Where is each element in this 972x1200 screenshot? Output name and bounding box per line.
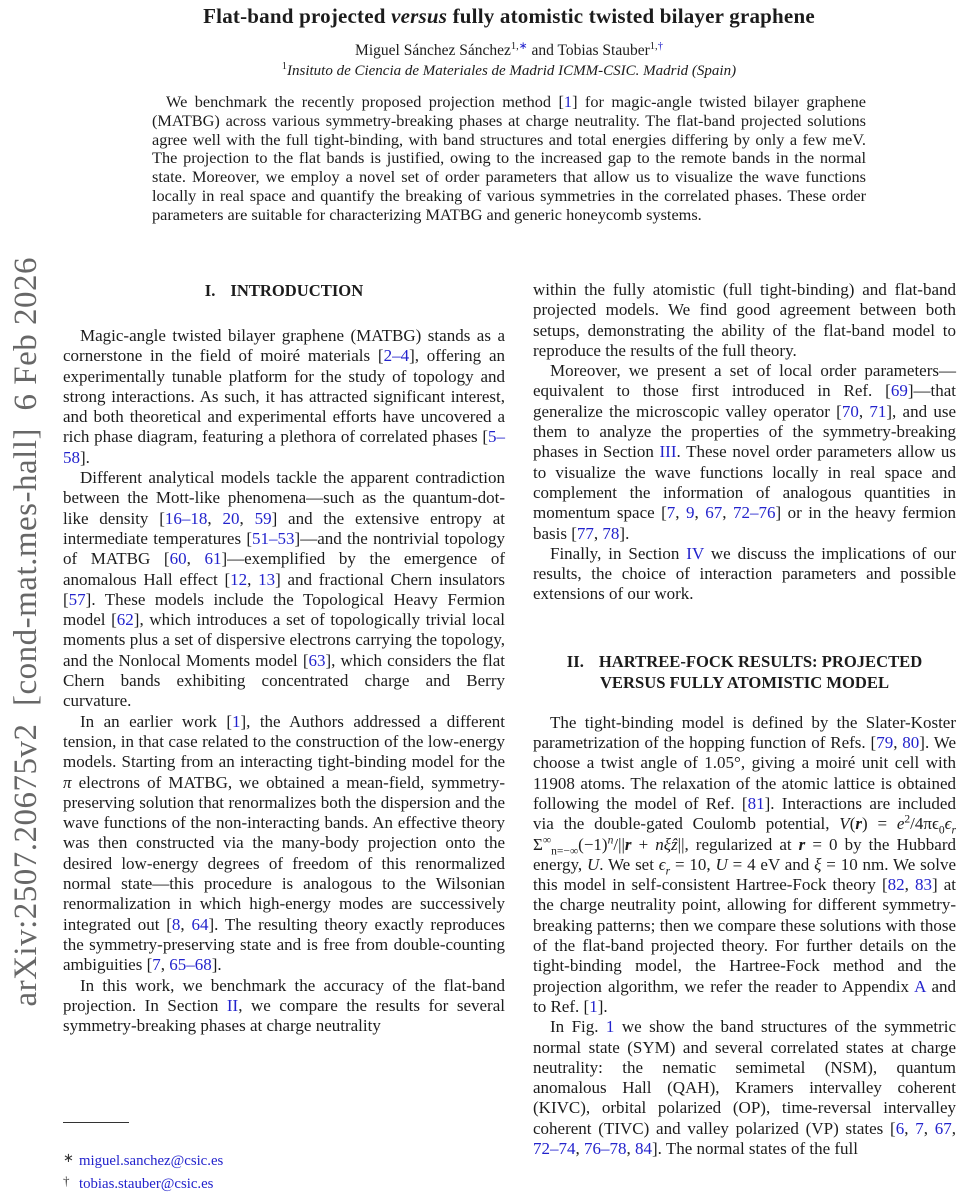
text-segment: versus [391, 4, 448, 28]
text-segment: ]. The normal states of the full [652, 1138, 858, 1158]
email-link[interactable]: miguel.sanchez@csic.es [79, 1153, 224, 1169]
email-link[interactable]: tobias.stauber@csic.es [79, 1175, 214, 1192]
text-segment: , [247, 569, 259, 589]
citation-link[interactable]: 20 [222, 508, 240, 528]
text-segment: , [923, 1118, 935, 1138]
text-segment: + [631, 834, 656, 854]
text-segment: we discuss the implications of our results, the choice of interaction parameters and possible extensions of our work. [533, 543, 956, 604]
paragraph [533, 1017, 956, 1159]
text-segment: ( [849, 814, 856, 834]
text-segment: and Tobias Stauber [527, 42, 650, 59]
text-segment: and to Ref. [ [533, 976, 957, 1016]
citation-link[interactable]: 78 [602, 523, 620, 543]
text-segment: , [207, 508, 223, 528]
text-segment: ] and fractional Chern insulators [ [63, 569, 505, 609]
citation-link[interactable]: 67 [705, 503, 723, 523]
citation-link[interactable]: 76–78 [584, 1138, 627, 1158]
text-segment: In an earlier work [ [80, 711, 232, 731]
text-segment: Flat-band projected [203, 4, 392, 28]
section-number: II. [566, 651, 584, 671]
text-segment: ]—and the nontrivial topology of MATBG [ [63, 528, 505, 569]
citation-link[interactable]: 5–58 [63, 427, 505, 467]
citation-link[interactable]: 77 [576, 523, 594, 543]
text-segment: ], which introduces a set of topologically trivial local moments plus a set of dispersive electrons carrying the topology, and the Nonlocal Moments model [ [63, 610, 505, 670]
text-segment: we show the band structures of the symmetric normal state (SYM) and several correlated states at charge neutrality: the nematic semimetal (NSM), quantum anomalous Hall (QAH), Kramers intervalley coherent (KIVC), orbital polarized (OP), time-reversal intervalley coherent (TIVC) and valley polarized (VP) states [ [533, 1017, 957, 1138]
paragraph [533, 713, 956, 1017]
footnote-rule [63, 1122, 129, 1123]
citation-link[interactable]: 7 [152, 955, 161, 975]
citation-link[interactable]: 71 [869, 401, 887, 421]
text-segment: Miguel Sánchez Sánchez [355, 42, 511, 59]
text-segment: = 4 eV and [727, 854, 815, 874]
citation-link[interactable]: 12 [230, 569, 248, 589]
text-segment: ]. The resulting theory exactly reproduces the symmetry-preserving state and is free from double-counting ambiguities [ [63, 914, 505, 975]
text-segment: , [239, 508, 255, 528]
paragraph [63, 326, 505, 468]
citation-link[interactable]: 63 [308, 650, 326, 670]
footnote-author-1 [63, 1150, 505, 1173]
citation-link[interactable]: 79 [876, 733, 894, 753]
citation-link[interactable]: 84 [635, 1138, 652, 1158]
text-segment: r [951, 823, 956, 837]
text-segment: In Fig. [550, 1017, 606, 1037]
text-segment: ]. [80, 447, 90, 467]
paragraph [63, 712, 505, 976]
text-segment: We benchmark the recently proposed projection method [ [166, 92, 564, 111]
citation-link[interactable]: 70 [841, 401, 859, 421]
text-segment: ]. Interactions are included via the double-gated Coulomb potential, [533, 793, 956, 834]
text-segment: fully atomistic twisted bilayer graphene [447, 4, 815, 28]
left-column [63, 280, 505, 1036]
paragraph [533, 280, 956, 361]
text-segment: r [855, 814, 862, 834]
text-segment: The tight-binding model is defined by the Slater-Koster parametrization of the hopping function of Refs. [ [533, 712, 956, 753]
citation-link[interactable]: 60 [169, 549, 187, 569]
text-segment: In this work, we benchmark the accuracy of the flat-band projection. In Section [63, 975, 505, 1015]
text-segment: ]. [597, 996, 608, 1016]
text-segment: n [607, 832, 614, 846]
author-line [63, 42, 955, 60]
citation-link[interactable]: A [914, 976, 926, 996]
citation-link[interactable]: 51–53 [252, 528, 295, 548]
text-segment: , [593, 523, 603, 543]
text-segment: ], the Authors addressed a different tension, in that case related to the construction of the low-energy models. Starting from an interacting tight-binding model for the [63, 711, 505, 772]
citation-link[interactable]: 16–18 [164, 508, 208, 528]
text-segment: , [904, 1118, 916, 1138]
text-segment: ||, regularized at [677, 834, 799, 854]
text-segment: , [951, 1118, 957, 1138]
citation-link[interactable]: 61 [204, 549, 222, 569]
text-segment: ] and the extensive entropy at intermediate temperatures [ [63, 508, 506, 548]
citation-link[interactable]: 9 [686, 503, 695, 523]
text-segment: Σ [533, 834, 543, 854]
citation-link[interactable]: † [657, 40, 663, 52]
text-segment: π [63, 772, 72, 792]
section-title: HARTREE-FOCK RESULTS: PROJECTED VERSUS FULLY ATOMISTIC MODEL [598, 651, 923, 692]
text-segment: nξẑ [655, 834, 678, 854]
text-segment: ]. These models include the Topological Heavy Fermion model [ [63, 589, 505, 630]
citation-link[interactable]: IV [686, 543, 704, 563]
text-segment: Magic-angle twisted bilayer graphene (MATBG) stands as a cornerstone in the field of moiré materials [ [63, 326, 505, 366]
text-segment: 1, [510, 40, 519, 52]
text-segment: ) = [861, 814, 897, 834]
citation-link[interactable]: ∗ [518, 40, 528, 52]
text-segment: 2 [904, 812, 911, 826]
text-segment: ]. We choose a twist angle of 1.05°, giving a moiré unit cell with 11908 atoms. The relaxation of the atomic lattice is obtained following the model of Ref. [ [533, 733, 956, 813]
text-segment: /4πϵ [910, 814, 939, 834]
text-segment: Moreover, we present a set of local order parameters—equivalent to those first introduced in Ref. [ [533, 361, 956, 401]
text-segment: 0 [938, 823, 945, 837]
text-segment: , [694, 503, 706, 523]
text-segment: electrons of MATBG, we obtained a mean-field, symmetry-preserving solution that renormalizes both the dispersion and the wave functions of the non-interacting bands. An effective theory was then constructed via the many-body projection onto the desired low-energy degrees of freedom of this renormalized normal state—this procedure is analogous to the Wilsonian renormalization in which high-energy modes are successively integrated out [ [63, 772, 505, 934]
text-segment: ] for magic-angle twisted bilayer graphene (MATBG) across various symmetry-breaking phases at charge neutrality. The flat-band projected solutions agree well with the full tight-binding, with band structures and total energies differing by only a few meV. The projection to the flat bands is justified, owing to the increased gap to the remote bands in the normal state. Moreover, we employ a novel set of order parameters that allow us to visualize the wave functions locally in real space and quantify the breaking of various symmetries in the correlated phases. These order parameters are suitable for characterizing MATBG and generic honeycomb systems. [152, 92, 866, 224]
paragraph [63, 468, 505, 712]
affiliation-line [63, 63, 955, 80]
citation-link[interactable]: 72–74 [533, 1138, 576, 1158]
text-segment: , [858, 401, 870, 421]
citation-link[interactable]: 1 [605, 1017, 615, 1037]
text-segment: U [715, 854, 728, 874]
text-segment: , [186, 549, 205, 569]
citation-link[interactable]: 83 [914, 875, 932, 895]
footnote-author-2 [63, 1173, 505, 1196]
citation-link[interactable]: III [659, 442, 677, 462]
footnotes [63, 1122, 505, 1195]
text-segment: Finally, in Section [550, 543, 687, 563]
text-segment: , [626, 1138, 635, 1158]
paper-header [63, 0, 955, 225]
paragraph [63, 976, 505, 1037]
text-segment: ], and use them to analyze the properties of the symmetry-breaking phases in Section [533, 401, 957, 462]
text-segment: 1 [281, 61, 287, 72]
citation-link[interactable]: 80 [902, 733, 920, 753]
text-segment: ] at the charge neutrality point, allowing for different symmetry-breaking patterns; then we compare these solutions with those of the flat-band projected theory. For further details on the tight-binding model, the Hartree-Fock method and the projection algorithm, we refer the reader to Appendix [533, 875, 956, 996]
citation-link[interactable]: 57 [68, 589, 86, 609]
citation-link[interactable]: 1 [589, 996, 598, 1016]
citation-link[interactable]: 8 [171, 914, 181, 934]
section-heading-introduction [63, 280, 505, 301]
citation-link[interactable]: 82 [887, 875, 905, 895]
text-segment: . We set [599, 854, 659, 874]
citation-link[interactable]: 64 [191, 914, 209, 934]
text-segment: ϵ [944, 814, 952, 834]
text-segment: , [904, 875, 915, 895]
text-segment: ξ [814, 854, 822, 874]
section-title: INTRODUCTION [230, 281, 364, 300]
text-segment: Insituto de Ciencia de Materiales de Madrid ICMM-CSIC. Madrid (Spain) [286, 63, 737, 79]
paragraph [533, 361, 956, 544]
citation-link[interactable]: 62 [116, 610, 134, 630]
citation-link[interactable]: 7 [666, 503, 676, 523]
text-segment: /|| [613, 834, 625, 854]
text-segment: , [575, 1138, 584, 1158]
section-heading-hartree-fock [533, 651, 956, 693]
text-segment: ], offering an experimentally tunable platform for the study of topology and strong interactions. As such, it has attracted significant interest, and both theoretical and experimental efforts have uncovered a rich phase diagram, featuring a plethora of correlated phases [ [63, 346, 505, 447]
text-segment: Different analytical models tackle the apparent contradiction between the Mott-like phenomena—such as the quantum-dot-like density [ [63, 468, 505, 528]
text-segment: ], which considers the flat Chern bands exhibiting concentrated charge and Berry curvature. [63, 650, 505, 711]
text-segment: , [675, 503, 687, 523]
citation-link[interactable]: 6 [895, 1118, 905, 1138]
text-segment: ] or in the heavy fermion basis [ [533, 503, 957, 543]
text-segment: = 10 nm. We solve this model in self-consistent Hartree-Fock theory [ [533, 854, 956, 895]
text-segment: (−1) [578, 834, 608, 854]
text-segment: 1, [649, 40, 658, 52]
text-segment: = 10, [670, 854, 716, 874]
citation-link[interactable]: 2–4 [383, 346, 410, 366]
citation-link[interactable]: 1 [231, 711, 241, 731]
text-segment: = 0 by the Hubbard energy, [533, 834, 956, 874]
text-segment: , [893, 733, 903, 753]
section-number: I. [204, 281, 216, 300]
paragraph [533, 544, 956, 605]
citation-link[interactable]: 65–68 [169, 955, 212, 975]
text-segment: e [896, 814, 905, 834]
text-segment: r [665, 864, 671, 878]
text-segment: , [722, 503, 733, 523]
text-segment: , we compare the results for several symmetry-breaking phases at charge neutrality [63, 995, 505, 1036]
citation-link[interactable]: 59 [254, 508, 272, 528]
right-column [533, 280, 956, 1159]
text-segment: r [798, 834, 806, 854]
arxiv-watermark-text: arXiv:2507.20675v2 [cond-mat.mes-hall] 6 Feb 2026 [7, 257, 44, 1007]
text-segment: within the fully atomistic (full tight-binding) and flat-band projected models. We find good agreement between both setups, demonstrating the ability of the flat-band model to reproduce the results of the full theory. [533, 280, 956, 360]
text-segment: ∞ [542, 832, 552, 846]
text-segment: ϵ [658, 854, 666, 874]
text-segment: , [160, 955, 170, 975]
footnote-marker: † [63, 1172, 70, 1188]
citation-link[interactable]: 1 [563, 92, 573, 111]
citation-link[interactable]: 72–76 [732, 503, 776, 523]
text-segment: ]. [619, 523, 630, 543]
text-segment: ]—exemplified by the emergence of anomalous Hall effect [ [63, 549, 506, 589]
citation-link[interactable]: 69 [890, 381, 908, 401]
text-segment: ]. [211, 955, 222, 975]
text-segment: r [624, 834, 632, 854]
text-segment: n=−∞ [551, 843, 579, 857]
citation-link[interactable]: 13 [258, 569, 276, 589]
citation-link[interactable]: II [226, 995, 239, 1015]
text-segment: . These novel order parameters allow us to visualize the wave functions locally in real space and complement the information of analogous quantities in momentum space [ [533, 442, 957, 523]
footnote-marker: ∗ [63, 1150, 74, 1165]
arxiv-watermark [2, 178, 50, 1086]
abstract [152, 93, 866, 225]
text-segment: ]—that generalize the microscopic valley operator [ [533, 381, 956, 421]
text-segment: V [839, 814, 850, 834]
text-segment: , [180, 914, 192, 934]
citation-link[interactable]: 7 [915, 1118, 924, 1138]
citation-link[interactable]: 67 [934, 1118, 952, 1138]
paper-title [63, 4, 955, 29]
text-segment: U [586, 854, 600, 874]
citation-link[interactable]: 81 [747, 793, 765, 813]
